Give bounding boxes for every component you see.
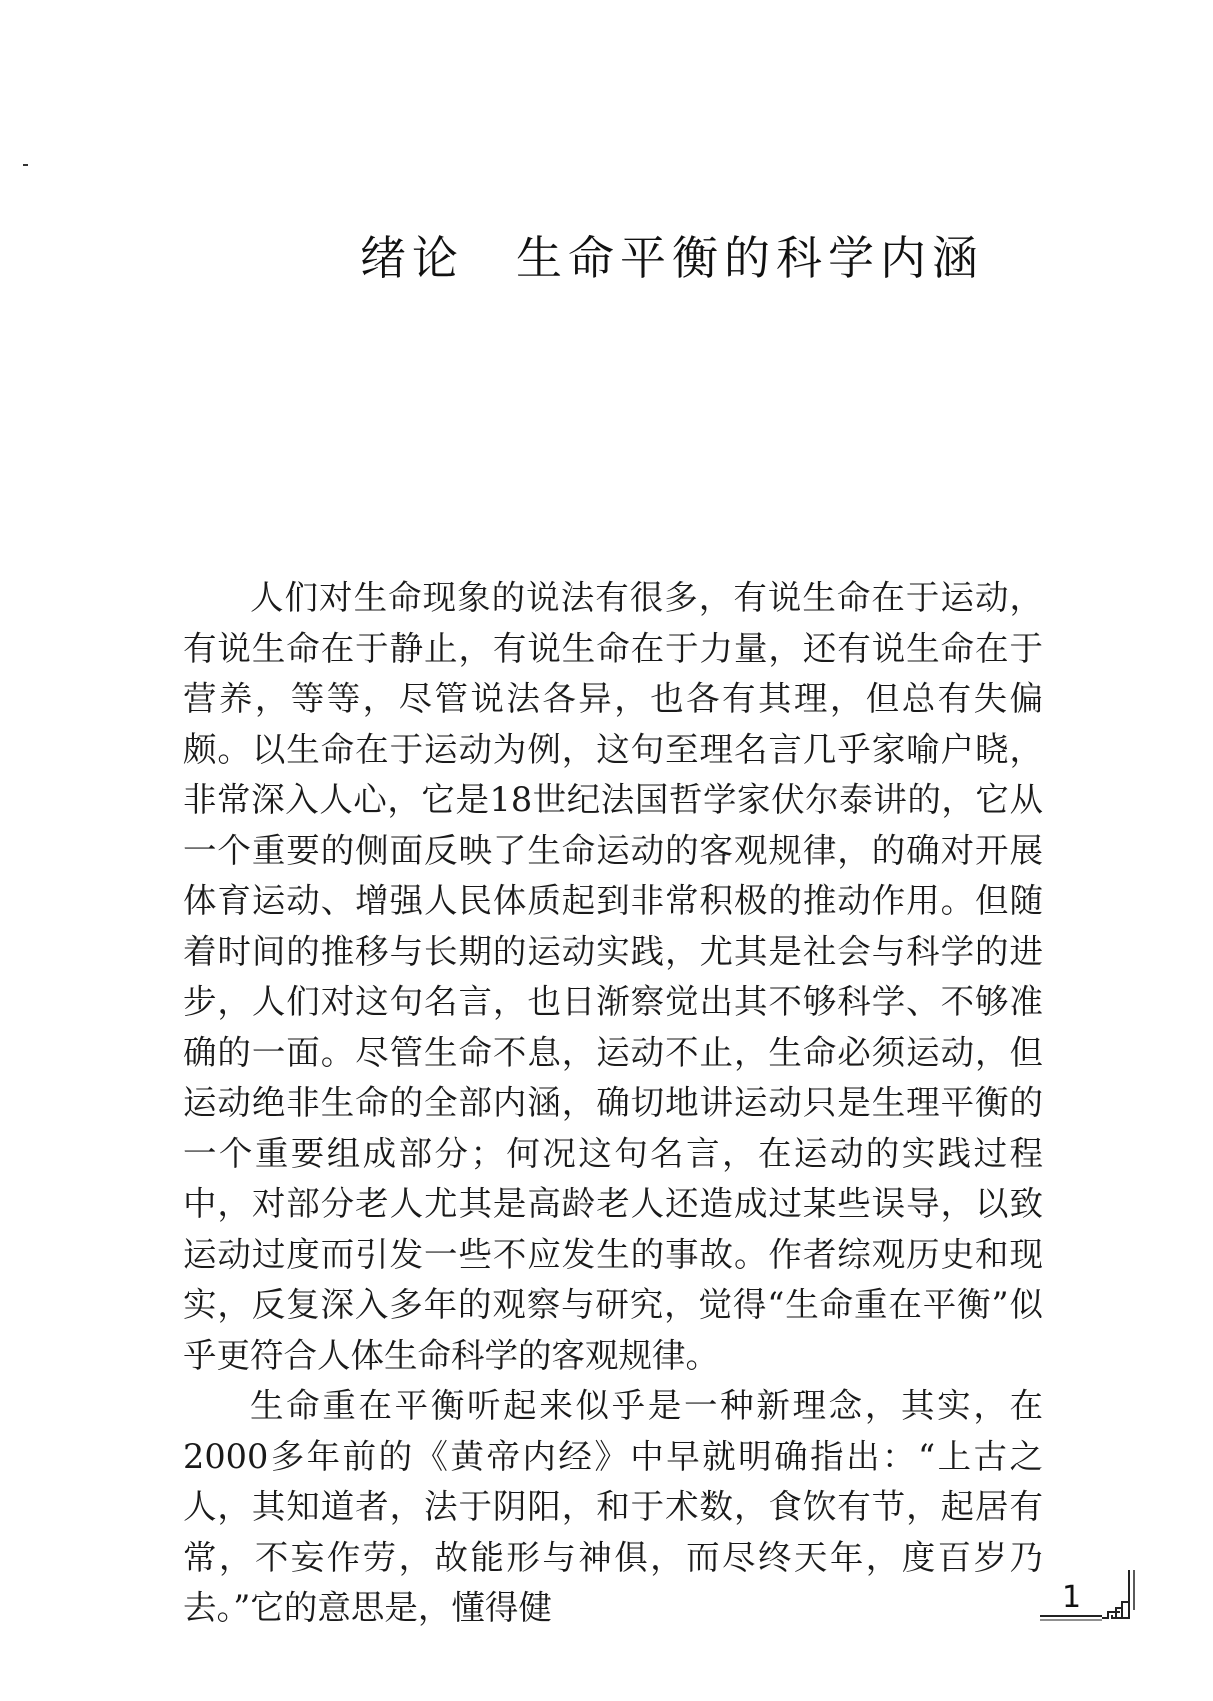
body-text xyxy=(183,573,1043,1634)
folio-ornament-icon xyxy=(1040,1570,1140,1630)
paragraph-2: 生命重在平衡听起来似乎是一种新理念，其实，在2000多年前的《黄帝内经》中早就明确指出：“上古之人，其知道者，法于阴阳，和于术数，食饮有节，起居有常，不妄作劳，故能形与神俱，而尽终天年，度百岁乃去。”它的意思是，懂得健 xyxy=(183,1386,1043,1627)
page-folio xyxy=(1040,1570,1140,1630)
chapter-label: 绪论 xyxy=(360,231,464,285)
paragraph-1: 人们对生命现象的说法有很多，有说生命在于运动，有说生命在于静止，有说生命在于力量，还有说生命在于营养，等等，尽管说法各异，也各有其理，但总有失偏颇。以生命在于运动为例，这句至理名言几乎家喻户晓，非常深入人心，它是18世纪法国哲学家伏尔泰讲的，它从一个重要的侧面反映了生命运动的客观规律，的确对开展体育运动、增强人民体质起到非常积极的推动作用。但随着时间的推移与长期的运动实践，尤其是社会与科学的进步，人们对这句名言，也日渐察觉出其不够科学、不够准确的一面。尽管生命不息，运动不止，生命必须运动，但运动绝非生命的全部内涵，确切地讲运动只是生理平衡的一个重要组成部分；何况这句名言，在运动的实践过程中，对部分老人尤其是高龄老人还造成过某些误导，以致运动过度而引发一些不应发生的事故。作者综观历史和现实，反复深入多年的观察与研究，觉得“生命重在平衡”似乎更符合人体生命科学的客观规律。 xyxy=(183,578,1043,1375)
page-number: 1 xyxy=(1062,1580,1082,1615)
chapter-title-text: 生命平衡的科学内涵 xyxy=(516,231,984,285)
stray-mark xyxy=(23,164,28,166)
chapter-title xyxy=(360,222,1060,288)
